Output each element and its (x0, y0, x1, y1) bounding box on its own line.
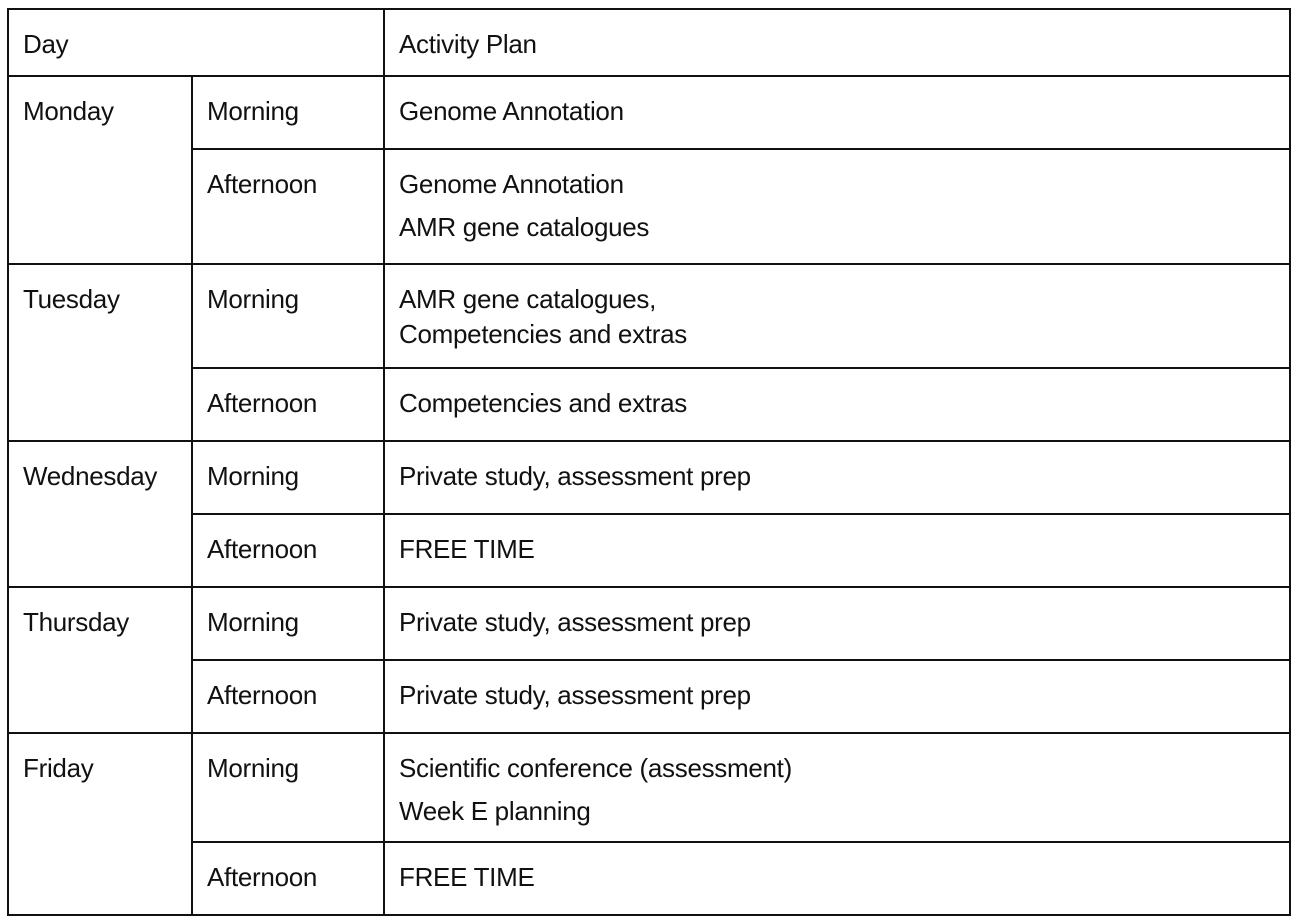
table-row (8, 660, 1290, 733)
activity-line: Genome Annotation (399, 169, 624, 199)
day-cell: Tuesday (8, 264, 192, 441)
table-row (8, 264, 1290, 368)
time-cell: Afternoon (192, 368, 384, 441)
activity-cell (384, 733, 1290, 842)
activity-cell (384, 842, 1290, 915)
activity-plan-table (7, 8, 1291, 916)
activity-line: Private study, assessment prep (399, 607, 751, 637)
activity-line: Genome Annotation (399, 96, 624, 126)
activity-line: FREE TIME (399, 534, 535, 564)
time-cell: Morning (192, 733, 384, 842)
activity-cell (384, 76, 1290, 149)
day-cell: Wednesday (8, 441, 192, 587)
activity-line: AMR gene catalogues, (399, 284, 657, 314)
activity-cell (384, 514, 1290, 587)
table-row (8, 842, 1290, 915)
time-cell: Morning (192, 76, 384, 149)
activity-line: FREE TIME (399, 862, 535, 892)
activity-line: AMR gene catalogues (399, 212, 650, 242)
table-row (8, 587, 1290, 660)
time-cell: Morning (192, 264, 384, 368)
activity-cell (384, 264, 1290, 368)
header-activity: Activity Plan (384, 9, 1290, 76)
table-row (8, 76, 1290, 149)
activity-line: Competencies and extras (399, 388, 687, 418)
day-cell: Monday (8, 76, 192, 264)
day-cell: Friday (8, 733, 192, 915)
activity-cell (384, 149, 1290, 264)
header-day: Day (8, 9, 384, 76)
time-cell: Afternoon (192, 842, 384, 915)
day-cell: Thursday (8, 587, 192, 733)
table-row (8, 733, 1290, 842)
time-cell: Morning (192, 441, 384, 514)
table-row (8, 149, 1290, 264)
activity-line: Competencies and extras (399, 319, 687, 349)
table-row (8, 368, 1290, 441)
table-row (8, 441, 1290, 514)
activity-line: Week E planning (399, 796, 591, 826)
activity-line: Private study, assessment prep (399, 461, 751, 491)
time-cell: Afternoon (192, 149, 384, 264)
time-cell: Afternoon (192, 660, 384, 733)
activity-cell (384, 441, 1290, 514)
table-row (8, 514, 1290, 587)
time-cell: Morning (192, 587, 384, 660)
activity-cell (384, 660, 1290, 733)
activity-cell (384, 587, 1290, 660)
activity-line: Private study, assessment prep (399, 680, 751, 710)
header-row (8, 9, 1290, 76)
activity-cell (384, 368, 1290, 441)
activity-line: Scientific conference (assessment) (399, 753, 792, 783)
time-cell: Afternoon (192, 514, 384, 587)
